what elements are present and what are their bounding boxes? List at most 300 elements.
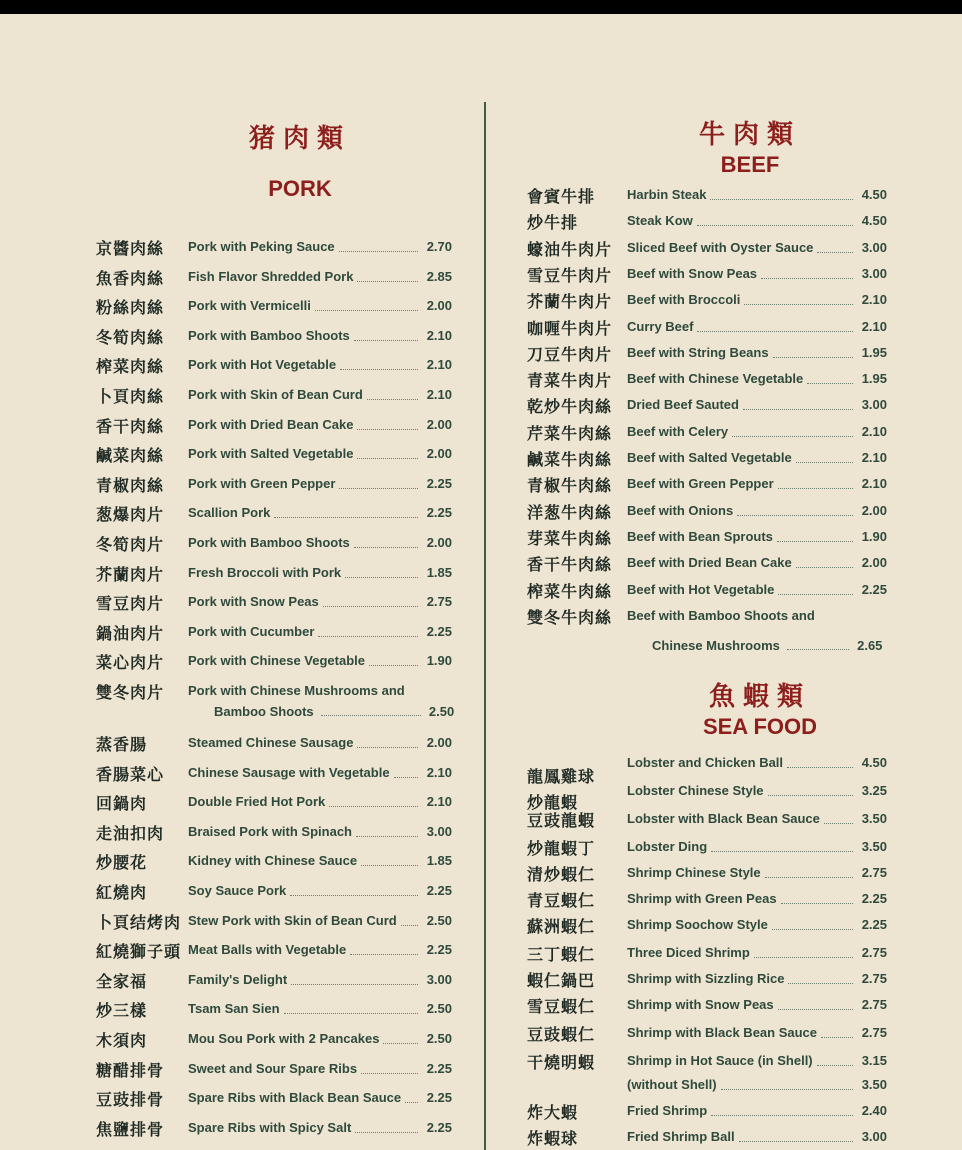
item-price: 3.25 [861,783,887,798]
item-name-en: Mou Sou Pork with 2 Pancakes [188,1031,380,1046]
item-name-en: Double Fried Hot Pork [188,794,326,810]
item-name-en: Shrimp Chinese Style [627,865,761,880]
item-name-zh: 鹹菜肉絲 [96,446,165,466]
pork-menu-item [96,650,456,676]
item-name-zh: 粉絲肉絲 [96,298,165,318]
item-price: 2.10 [861,318,887,334]
dot-leader [796,450,853,463]
item-name-zh: 紅燒獅子頭 [96,942,182,962]
item-price: 1.90 [426,653,452,669]
pork-menu-item [96,473,456,499]
item-name-en: Pork with Peking Sauce [188,239,335,254]
item-name-en: Meat Balls with Vegetable [188,942,347,958]
seafood-menu-item [527,1022,891,1048]
item-price: 2.25 [426,475,452,491]
item-price: 2.10 [861,476,887,492]
item-name-zh: 會賓牛排 [527,187,596,206]
beef-menu-item [527,579,891,605]
item-name-en: Lobster and Chicken Ball [627,755,784,770]
dot-leader [807,371,853,384]
item-name-en: Beef with Green Pepper [627,476,774,492]
pork-menu-item [96,354,456,380]
item-price: 2.10 [426,327,452,343]
item-name-en: Scallion Pork [188,505,271,521]
beef-title-zh: 牛肉類 [698,120,801,150]
pork-menu-item [96,414,456,440]
dot-leader [401,913,418,926]
dot-leader [697,319,853,332]
item-name-en: Lobster with Black Bean Sauce [627,811,820,826]
pork-menu-item [96,621,456,647]
item-name-zh: 雪豆蝦仁 [527,997,596,1016]
seafood-menu-item [527,1126,891,1150]
pork-menu-item [96,762,456,788]
item-price: 3.00 [426,971,452,987]
dot-leader [315,298,418,311]
item-price: 2.10 [426,764,452,780]
dot-leader [824,811,853,824]
beef-menu-item [527,394,891,420]
item-name-zh: 蒸香腸 [96,735,148,754]
item-price: 4.50 [861,755,887,770]
pork-menu-item [96,791,456,817]
pork-menu-item [96,236,456,262]
item-name-zh: 榨菜牛肉絲 [527,581,613,601]
dot-leader [710,187,853,200]
pork-menu-item [96,969,456,995]
item-price: 2.00 [426,535,452,550]
item-price: 2.00 [861,555,887,571]
item-name-en: Steamed Chinese Sausage [188,735,354,750]
item-name-zh: 香腸菜心 [96,764,165,784]
dot-leader [355,1120,418,1133]
item-price: 2.00 [426,298,452,314]
beef-menu-item [527,184,891,210]
item-name-zh: 清炒蝦仁 [527,865,596,884]
item-name-zh: 芥蘭肉片 [96,564,165,584]
dot-leader [765,865,853,878]
continuation-text: Bamboo Shoots [214,704,314,719]
beef-menu-item [527,526,891,552]
item-name-zh: 魚香肉絲 [96,268,165,288]
item-price: 1.90 [861,528,887,544]
item-name-en: Beef with Hot Vegetable [627,581,775,597]
dot-leader [383,1031,418,1044]
item-price: 2.75 [861,971,887,986]
item-name-zh: 咖喱牛肉片 [527,318,613,338]
item-name-en: Shrimp in Hot Sauce (in Shell) [627,1053,813,1068]
beef-menu-item [527,552,891,578]
dot-leader [345,565,418,578]
pork-menu-item [96,821,456,847]
item-name-zh: 芹菜牛肉絲 [527,423,613,443]
dot-leader [318,624,418,637]
item-name-zh: 冬筍肉片 [96,535,165,554]
item-name-en: Pork with Hot Vegetable [188,357,337,373]
dot-leader [817,240,853,253]
item-name-zh: 雙冬牛肉絲 [527,607,613,627]
dot-leader [361,1061,418,1074]
item-name-en: Harbin Steak [627,187,707,202]
item-name-en: Beef with String Beans [627,344,769,360]
pork-menu-item [96,532,456,558]
item-name-en: Beef with Salted Vegetable [627,450,792,465]
dot-leader [357,446,418,459]
dot-leader [357,269,418,282]
item-price: 2.00 [426,735,452,750]
pork-continuation [214,704,454,719]
beef-menu-item [527,421,891,447]
dot-leader [777,529,853,542]
beef-menu-item [527,263,891,289]
beef-menu-item [527,210,891,236]
pork-menu-item [96,910,456,936]
item-price: 2.85 [426,268,452,284]
seafood-menu-item [527,968,891,994]
item-price: 2.40 [861,1103,887,1118]
dot-leader [737,503,853,516]
continuation-price: 2.65 [857,638,883,653]
dot-leader [817,1053,853,1066]
item-price: 3.00 [861,239,887,255]
item-price: 3.00 [426,823,452,839]
item-price: 3.50 [861,839,887,854]
dot-leader [340,357,418,370]
item-name-en: Fish Flavor Shredded Pork [188,268,354,284]
item-price: 1.95 [861,371,887,387]
item-price: 2.10 [861,450,887,465]
dot-leader [778,582,853,595]
dot-leader [369,653,418,666]
item-price: 2.10 [861,292,887,308]
seafood-menu-item [527,994,891,1020]
item-name-en: Three Diced Shrimp [627,945,750,960]
dot-leader [739,1129,853,1142]
dot-leader [773,345,853,358]
item-name-zh: 冬筍肉絲 [96,327,165,347]
item-price: 2.25 [861,581,887,597]
dot-leader [711,1103,853,1116]
item-price: 2.25 [426,1060,452,1076]
item-name-zh: 蝦仁鍋巴 [527,971,596,990]
item-name-zh: 鍋油肉片 [96,623,165,643]
dot-leader [357,417,418,430]
item-name-en: Fried Shrimp Ball [627,1129,735,1144]
item-name-en: Shrimp with Black Bean Sauce [627,1025,818,1040]
item-price: 2.25 [426,883,452,898]
item-price: 2.25 [426,505,452,521]
item-name-en: Shrimp with Green Peas [627,891,777,906]
pork-menu-item [96,295,456,321]
item-name-en: Lobster Chinese Style [627,783,764,798]
seafood-menu-item [527,1074,891,1100]
dot-leader [772,917,853,930]
item-price: 2.70 [426,239,452,254]
dot-leader [350,942,418,955]
item-name-en: Steak Kow [627,213,693,229]
beef-menu-item [527,605,891,631]
item-name-zh: 青椒肉絲 [96,475,165,495]
item-name-zh: 卜頁肉絲 [96,387,165,406]
dot-leader [821,1025,853,1038]
item-name-zh: 葱爆肉片 [96,505,165,525]
item-name-en: Pork with Dried Bean Cake [188,416,354,432]
item-price: 2.25 [426,942,452,958]
dot-leader [361,853,418,866]
item-name-en: Braised Pork with Spinach [188,823,352,839]
dot-leader [284,1001,418,1014]
item-price: 2.00 [426,416,452,432]
item-name-en: Spare Ribs with Black Bean Sauce [188,1090,402,1106]
item-name-en: Shrimp with Snow Peas [627,997,774,1012]
item-price: 2.10 [426,794,452,810]
item-name-zh: 豆豉龍蝦 [527,811,596,830]
item-name-en: Beef with Celery [627,423,729,439]
pork-menu-item [96,266,456,292]
dot-leader [290,883,418,896]
menu-page [0,14,962,1150]
item-name-zh: 炸大蝦 [527,1103,579,1122]
item-name-en: Chinese Sausage with Vegetable [188,764,390,780]
seafood-menu-item [527,836,891,862]
pork-menu-item [96,939,456,965]
item-name-en: Dried Beef Sauted [627,397,739,413]
seafood-title-en: SEA FOOD [702,714,818,739]
item-name-zh: 糖醋排骨 [96,1060,165,1080]
item-name-en: Fresh Broccoli with Pork [188,564,342,580]
item-name-en: Sweet and Sour Spare Ribs [188,1060,358,1076]
dot-leader [788,971,853,984]
item-name-zh: 蠔油牛肉片 [527,239,613,259]
item-price: 2.75 [861,1025,887,1040]
item-name-zh: 炒牛排 [527,213,579,233]
item-name-en: Stew Pork with Skin of Bean Curd [188,912,397,928]
item-name-zh: 菜心肉片 [96,653,165,673]
item-name-en: Beef with Bean Sprouts [627,528,773,544]
item-name-zh: 焦鹽排骨 [96,1119,165,1139]
beef-menu-item [527,237,891,263]
item-price: 3.00 [861,1129,887,1144]
item-price: 3.50 [861,1077,887,1092]
beef-menu-item [527,368,891,394]
item-name-zh: 京醬肉絲 [96,239,165,258]
beef-menu-item [527,473,891,499]
item-name-zh: 炒腰花 [96,853,148,873]
pork-menu-item [96,732,456,758]
item-name-en: Pork with Snow Peas [188,594,319,610]
item-name-zh: 豆豉蝦仁 [527,1025,596,1044]
dot-leader [339,239,418,252]
item-price: 3.00 [861,265,887,281]
dot-leader [796,555,853,568]
pork-menu-item [96,1058,456,1084]
beef-continuation [652,638,882,653]
item-name-en: Curry Beef [627,318,694,334]
item-name-en: Family's Delight [188,971,288,987]
item-name-zh: 芥蘭牛肉片 [527,292,613,312]
beef-menu-item [527,289,891,315]
item-name-zh: 三丁蝦仁 [527,945,596,964]
dot-leader [354,328,418,341]
beef-title-en: BEEF [720,152,780,177]
item-name-zh: 回鍋肉 [96,794,148,814]
item-name-zh: 洋葱牛肉絲 [527,502,613,522]
dot-leader [721,1077,853,1090]
seafood-menu-item [527,942,891,968]
beef-menu-item [527,447,891,473]
dot-leader [711,839,853,852]
seafood-menu-item [527,862,891,888]
item-price: 2.50 [426,912,452,928]
item-name-zh: 青椒牛肉絲 [527,476,613,496]
item-name-zh: 全家福 [96,971,148,991]
item-name-zh: 榨菜肉絲 [96,357,165,377]
item-price: 2.00 [426,446,452,462]
pork-menu-item [96,998,456,1024]
dot-leader [744,292,853,305]
item-name-en: Beef with Chinese Vegetable [627,371,804,387]
item-price: 2.25 [426,623,452,639]
item-price: 2.50 [426,1001,452,1017]
item-name-en: Pork with Salted Vegetable [188,446,354,462]
dot-leader [357,735,418,748]
dot-leader [778,476,853,489]
pork-menu-item [96,850,456,876]
seafood-menu-item [527,888,891,914]
dot-leader [339,476,418,489]
pork-menu-item [96,562,456,588]
item-name-en: Beef with Onions [627,502,734,518]
item-name-en: Lobster Ding [627,839,708,854]
pork-menu-item [96,502,456,528]
item-name-zh: 炒龍蝦 [527,793,579,812]
item-name-en: Beef with Bamboo Shoots and [627,607,815,623]
pork-title-zh: 猪肉類 [248,124,351,154]
seafood-menu-item [527,808,891,834]
item-price: 2.75 [861,945,887,960]
column-divider [484,102,486,1150]
item-price: 2.50 [426,1031,452,1046]
item-name-zh: 青菜牛肉片 [527,371,613,391]
item-name-zh: 香干肉絲 [96,416,165,436]
item-name-zh: 雙冬肉片 [96,683,165,702]
item-name-zh: 乾炒牛肉絲 [527,397,613,417]
dot-leader [354,535,418,548]
pork-menu-item [96,1087,456,1113]
item-name-en: Beef with Snow Peas [627,265,758,281]
item-price: 2.25 [426,1090,452,1106]
item-price: 2.25 [861,917,887,932]
item-name-en: Pork with Chinese Mushrooms and [188,683,405,698]
item-price: 1.95 [861,344,887,360]
dot-leader [367,387,418,400]
dot-leader [291,972,418,985]
item-price: 3.15 [861,1053,887,1068]
dot-leader [697,213,853,226]
item-price: 1.85 [426,564,452,580]
seafood-title-zh: 魚蝦類 [708,682,811,712]
pork-title-en: PORK [268,176,332,201]
item-price: 3.00 [861,397,887,413]
item-price: 4.50 [861,187,887,202]
item-name-en: Beef with Broccoli [627,292,741,308]
dot-leader [754,945,853,958]
item-name-en: Kidney with Chinese Sauce [188,853,358,869]
dot-leader [329,794,418,807]
item-name-en: Pork with Vermicelli [188,298,311,314]
item-name-zh: 炒三樣 [96,1001,148,1021]
dot-leader [274,505,418,518]
item-name-zh: 豆豉排骨 [96,1090,165,1110]
pork-menu-item [96,384,456,410]
item-name-zh: 炸蝦球 [527,1129,579,1148]
item-price: 2.10 [426,357,452,373]
item-name-en: Beef with Dried Bean Cake [627,555,792,571]
continuation-text: Chinese Mushrooms [652,638,780,653]
dot-leader [781,891,853,904]
item-price: 2.10 [426,387,452,402]
item-name-zh: 龍鳳雞球 [527,767,596,786]
item-price: 2.75 [861,997,887,1012]
item-name-en: Sliced Beef with Oyster Sauce [627,239,814,255]
item-name-zh: 雪豆肉片 [96,594,165,614]
item-price: 2.00 [861,502,887,518]
dot-leader [323,594,418,607]
dot-leader [405,1090,418,1103]
item-name-zh: 走油扣肉 [96,823,165,843]
item-price: 2.75 [426,594,452,610]
item-name-zh: 雪豆牛肉片 [527,265,613,285]
pork-menu-item [96,1117,456,1143]
item-name-en: Shrimp Soochow Style [627,917,768,932]
seafood-menu-item [527,914,891,940]
item-name-en: Pork with Chinese Vegetable [188,653,365,669]
item-name-zh: 干燒明蝦 [527,1053,596,1072]
item-price: 1.85 [426,853,452,869]
item-name-zh: 鹹菜牛肉絲 [527,450,613,469]
seafood-menu-item [527,1050,891,1076]
item-price: 4.50 [861,213,887,229]
dot-leader [732,424,853,437]
pork-menu-item [96,443,456,469]
dot-leader [394,765,418,778]
item-name-zh: 紅燒肉 [96,883,148,902]
item-name-en: Pork with Skin of Bean Curd [188,387,363,402]
item-name-zh: 卜頁结烤肉 [96,912,182,932]
item-price: 2.75 [861,865,887,880]
dot-leader [356,824,418,837]
item-name-zh: 青豆蝦仁 [527,891,596,910]
seafood-menu-item [527,1100,891,1126]
item-name-en: (without Shell) [627,1077,717,1092]
item-name-en: Shrimp with Sizzling Rice [627,971,785,986]
item-name-en: Pork with Bamboo Shoots [188,327,350,343]
pork-menu-item [96,591,456,617]
item-name-zh: 刀豆牛肉片 [527,344,613,364]
dot-leader [743,397,853,410]
item-name-zh: 芽菜牛肉絲 [527,528,613,548]
item-name-en: Soy Sauce Pork [188,883,287,898]
item-price: 2.10 [861,423,887,439]
dot-leader [778,997,853,1010]
item-name-en: Pork with Green Pepper [188,475,336,491]
item-name-zh: 香干牛肉絲 [527,555,613,575]
item-price: 3.50 [861,811,887,826]
pork-menu-item [96,680,456,706]
beef-menu-item [527,342,891,368]
item-name-zh: 蘇洲蝦仁 [527,917,596,936]
pork-menu-item [96,325,456,351]
